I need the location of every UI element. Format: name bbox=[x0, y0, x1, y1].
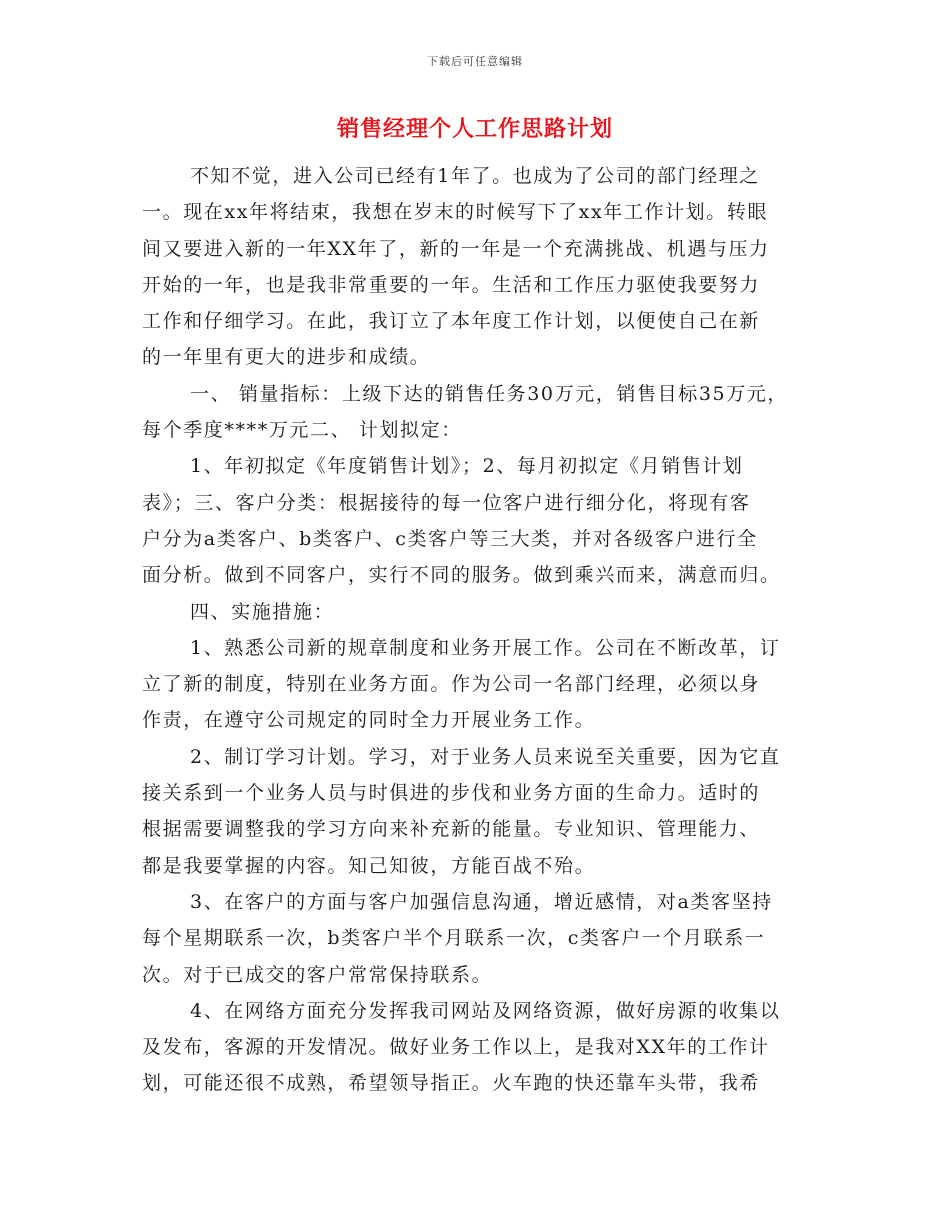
body-line: 接关系到一个业务人员与时俱进的步伐和业务方面的生命力。适时的 bbox=[142, 782, 761, 805]
body-line: 及发布，客源的开发情况。做好业务工作以上，是我对XX年的工作计 bbox=[142, 1036, 770, 1059]
body-line: 面分析。做到不同客户，实行不同的服务。做到乘兴而来，满意而归。 bbox=[142, 564, 781, 587]
body-line: 立了新的制度，特别在业务方面。作为公司一名部门经理，必须以身 bbox=[142, 673, 761, 696]
body-line: 工作和仔细学习。在此，我订立了本年度工作计划，以便使自己在新 bbox=[142, 310, 761, 333]
body-line: 次。对于已成交的客户常常保持联系。 bbox=[142, 963, 493, 986]
body-line: 不知不觉，进入公司已经有1年了。也成为了公司的部门经理之 bbox=[190, 165, 760, 187]
body-line: 根据需要调整我的学习方向来补充新的能量。专业知识、管理能力、 bbox=[142, 818, 761, 841]
body-line: 每个季度****万元二、 计划拟定： bbox=[142, 419, 462, 442]
body-line: 3、在客户的方面与客户加强信息沟通，增近感情，对a类客坚持 bbox=[190, 890, 773, 913]
body-line: 都是我要掌握的内容。知己知彼，方能百战不殆。 bbox=[142, 854, 596, 877]
header-note: 下载后可任意编辑 bbox=[427, 55, 523, 68]
body-line: 1、年初拟定《年度销售计划》；2、每月初拟定《月销售计划 bbox=[190, 455, 744, 478]
body-line: 开始的一年，也是我非常重要的一年。生活和工作压力驱使我要努力 bbox=[142, 273, 761, 296]
body-line: 间又要进入新的一年XX年了，新的一年是一个充满挑战、机遇与压力 bbox=[142, 237, 770, 260]
body-line: 的一年里有更大的进步和成绩。 bbox=[142, 346, 431, 369]
body-line: 一、 销量指标：上级下达的销售任务30万元，销售目标35万元， bbox=[190, 382, 788, 405]
body-line: 作责，在遵守公司规定的同时全力开展业务工作。 bbox=[142, 709, 596, 732]
body-line: 每个星期联系一次，b类客户半个月联系一次，c类客户一个月联系一 bbox=[142, 927, 766, 950]
body-line: 划，可能还很不成熟，希望领导指正。火车跑的快还靠车头带，我希 bbox=[142, 1072, 761, 1095]
body-line: 四、实施措施： bbox=[190, 600, 335, 623]
body-line: 2、制订学习计划。学习，对于业务人员来说至关重要，因为它直 bbox=[190, 745, 781, 768]
body-text bbox=[142, 158, 810, 1102]
body-line: 1、熟悉公司新的规章制度和业务开展工作。公司在不断改革，订 bbox=[190, 636, 781, 659]
body-line: 一。现在xx年将结束，我想在岁末的时候写下了xx年工作计划。转眼 bbox=[142, 201, 769, 224]
body-line: 4、在网络方面充分发挥我司网站及网络资源，做好房源的收集以 bbox=[190, 999, 781, 1022]
body-line: 户分为a类客户、b类客户、c类客户等三大类，并对各级客户进行全 bbox=[142, 527, 758, 550]
body-line: 表》；三、客户分类：根据接待的每一位客户进行细分化，将现有客 bbox=[142, 491, 751, 514]
document-title: 销售经理个人工作思路计划 bbox=[336, 116, 613, 142]
